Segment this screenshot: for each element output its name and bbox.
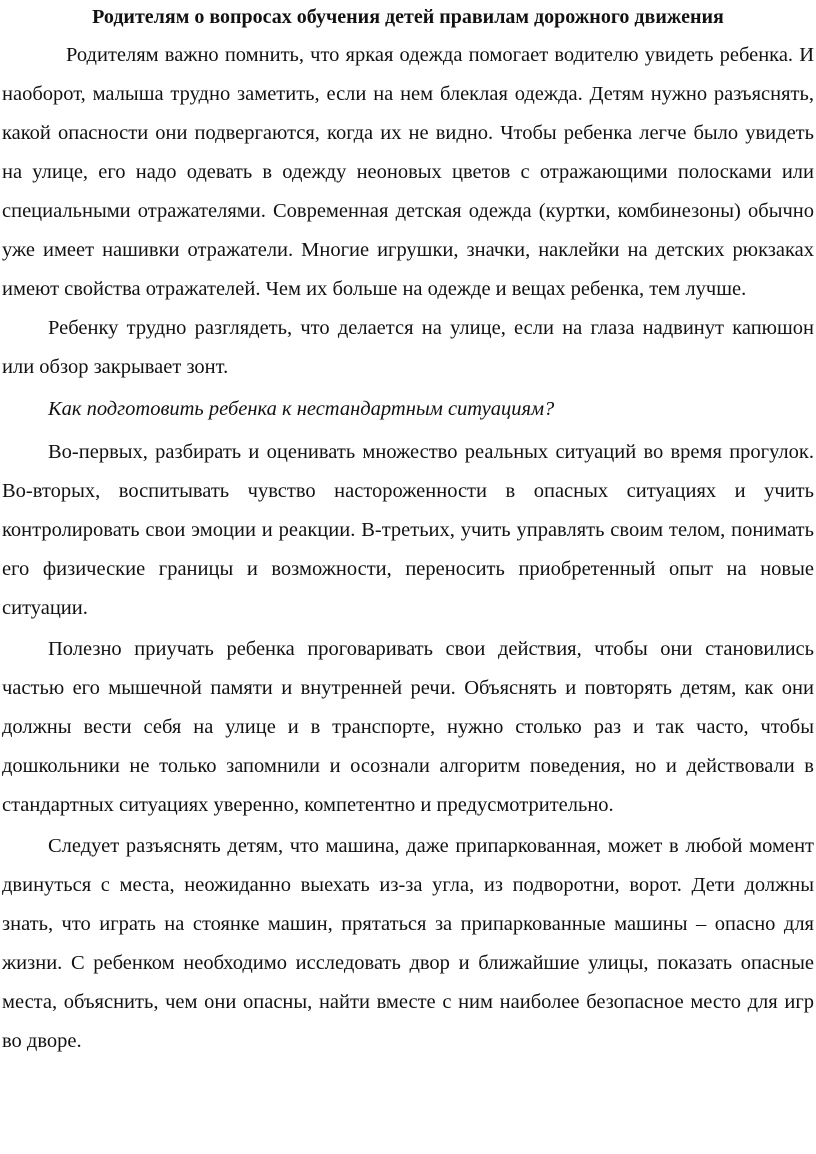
paragraph-parked-cars: Следует разъяснять детям, что машина, даже припаркованная, может в любой момент двинуться с места, неожиданно выехать из-за угла, из подворотни, ворот. Дети должны знать, что играть на стоянке машин, прятаться за припаркованные машины – опасно для жизни. С ребенком необходимо исследовать двор и ближайшие улицы, показать опасные места, объяснить, чем они опасны, найти вместе с ним наиболее безопасное место для игр во дворе. [2, 835, 814, 1052]
paragraph-verbalize-actions: Полезно приучать ребенка проговаривать свои действия, чтобы они становились частью его мышечной памяти и внутренней речи. Объяснять и повторять детям, как они должны вести себя на улице и в транспорте, нужно столько раз и так часто, чтобы дошкольники не только запомнили и осознали алгоритм поведения, но и действовали в стандартных ситуациях уверенно, компетентно и предусмотрительно. [2, 638, 814, 816]
document-title: Родителям о вопросах обучения детей правилам дорожного движения [92, 6, 724, 28]
paragraph-preparation-steps: Во-первых, разбирать и оценивать множество реальных ситуаций во время прогулок. Во-вторых, воспитывать чувство настороженности в опасных ситуациях и учить контролировать свои эмоции и реакции. В-третьих, учить управлять своим телом, понимать его физические границы и возможности, переносить приобретенный опыт на новые ситуации. [2, 441, 814, 619]
paragraph-clothing-visibility: Родителям важно помнить, что яркая одежда помогает водителю увидеть ребенка. И наоборот, малыша трудно заметить, если на нем блеклая одежда. Детям нужно разъяснять, какой опасности они подвергаются, когда их не видно. Чтобы ребенка легче было увидеть на улице, его надо одевать в одежду неоновых цветов с отражающими полосками или специальными отражателями. Современная детская одежда (куртки, комбинезоны) обычно уже имеет нашивки отражатели. Многие игрушки, значки, наклейки на детских рюкзаках имеют свойства отражателей. Чем их больше на одежде и вещах ребенка, тем лучше. [2, 44, 814, 300]
paragraph-hood-umbrella: Ребенку трудно разглядеть, что делается на улице, если на глаза надвинут капюшон или обзор закрывает зонт. [2, 317, 814, 378]
paragraph-question-heading: Как подготовить ребенка к нестандартным ситуациям? [48, 398, 555, 420]
